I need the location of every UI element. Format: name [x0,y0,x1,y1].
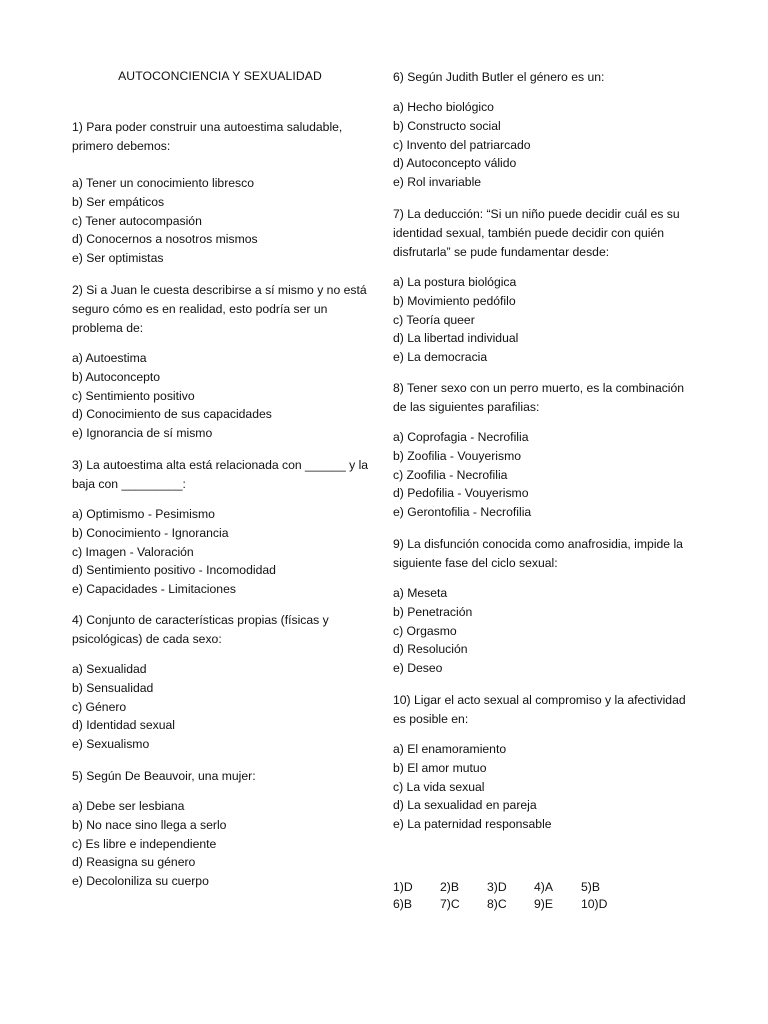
question-5 [72,767,372,891]
question-6 [393,68,693,192]
answer-key [393,879,653,913]
option-c: c) Tener autocompasión [72,213,202,228]
option-a: a) Meseta [393,586,448,600]
question-10 [393,691,693,834]
option-c: c) La vida sexual [393,779,485,794]
option-c: c) Invento del patriarcado [393,137,531,152]
answer-item: 10)D [581,897,608,911]
answer-item: 5)B [581,880,600,894]
question-8 [393,379,693,522]
option-c: c) Es libre e independiente [72,836,217,851]
question-text: 3) La autoestima alta está relacionada con ______ y la baja con _________: [72,458,369,491]
question-7 [393,205,693,367]
option-a: a) Sexualidad [72,662,147,676]
question-2 [72,281,372,443]
option-b: b) Ser empáticos [72,194,165,209]
answer-item: 8)C [487,897,507,911]
answer-item: 6)B [393,897,412,911]
option-e: e) Capacidades - Limitaciones [72,582,236,597]
question-text: 8) Tener sexo con un perro muerto, es la combinación de las siguientes parafilias: [393,381,685,414]
option-b: b) Constructo social [393,118,501,133]
option-a: a) El enamoramiento [393,742,507,756]
option-d: d) La libertad individual [393,331,519,346]
option-e: e) Deseo [393,661,443,676]
option-c: c) Orgasmo [393,623,457,638]
option-d: d) Pedofilia - Vouyerismo [393,486,529,501]
options-list [393,273,693,367]
answer-item: 7)C [440,897,460,911]
option-a: a) Hecho biológico [393,100,494,114]
option-d: d) Reasigna su género [72,855,196,870]
answer-item: 1)D [393,880,413,894]
options-list [72,505,372,599]
options-list [72,660,372,754]
options-list [72,174,372,268]
question-3 [72,456,372,599]
option-a: a) Debe ser lesbiana [72,799,185,813]
option-e: e) Decoloniliza su cuerpo [72,874,209,889]
question-text: 6) Según Judith Butler el género es un: [393,70,605,84]
question-text: 9) La disfunción conocida como anafrosidia, impide la siguiente fase del ciclo sexual: [393,537,683,570]
option-a: a) Coprofagia - Necrofilia [393,430,529,444]
answer-item: 2)B [440,880,459,894]
option-a: a) La postura biológica [393,275,517,289]
answer-item: 3)D [487,880,507,894]
question-text: 1) Para poder construir una autoestima saludable, primero debemos: [72,120,343,153]
option-c: c) Imagen - Valoración [72,544,194,559]
option-d: d) Sentimiento positivo - Incomodidad [72,563,276,578]
option-e: e) La paternidad responsable [393,817,552,832]
option-d: d) Conocernos a nosotros mismos [72,232,258,247]
option-d: d) Conocimiento de sus capacidades [72,407,272,422]
document-title: AUTOCONCIENCIA Y SEXUALIDAD [118,69,322,83]
option-e: e) Ignorancia de sí mismo [72,426,213,441]
option-c: c) Zoofilia - Necrofilia [393,467,508,482]
option-b: b) Zoofilia - Vouyerismo [393,448,522,463]
answer-item: 4)A [534,880,553,894]
option-a: a) Autoestima [72,351,147,365]
option-a: a) Optimismo - Pesimismo [72,507,215,521]
options-list [72,349,372,443]
option-b: b) Autoconcepto [72,369,161,384]
option-d: d) Autoconcepto válido [393,156,517,171]
options-list [393,98,693,192]
answer-row [393,896,653,913]
option-e: e) Gerontofilia - Necrofilia [393,505,532,520]
question-1 [72,118,372,268]
question-9 [393,535,693,678]
option-e: e) La democracia [393,350,488,365]
option-c: c) Género [72,699,127,714]
answer-item: 9)E [534,897,553,911]
options-list [393,428,693,522]
option-d: d) Identidad sexual [72,718,175,733]
option-e: e) Ser optimistas [72,251,164,266]
answer-row [393,879,653,896]
option-b: b) Sensualidad [72,680,154,695]
question-text: 2) Si a Juan le cuesta describirse a sí mismo y no está seguro cómo es en realidad, esto podría ser un problema de: [72,283,367,335]
option-d: d) La sexualidad en pareja [393,798,537,813]
option-b: b) Conocimiento - Ignorancia [72,525,229,540]
question-text: 7) La deducción: “Si un niño puede decidir cuál es su identidad sexual, también puede decidir con quién disfrutarla” se pude fundamentar desde: [393,207,680,259]
options-list [72,797,372,891]
option-d: d) Resolución [393,642,468,657]
options-list [393,740,693,834]
question-4 [72,611,372,754]
option-b: b) Penetración [393,604,473,619]
question-text: 5) Según De Beauvoir, una mujer: [72,769,256,783]
option-e: e) Sexualismo [72,737,150,752]
question-text: 4) Conjunto de características propias (físicas y psicológicas) de cada sexo: [72,613,329,646]
question-text: 10) Ligar el acto sexual al compromiso y la afectividad es posible en: [393,693,686,726]
option-c: c) Sentimiento positivo [72,388,195,403]
option-a: a) Tener un conocimiento libresco [72,176,255,190]
option-c: c) Teoría queer [393,312,475,327]
option-b: b) Movimiento pedófilo [393,293,516,308]
option-b: b) No nace sino llega a serlo [72,817,227,832]
option-b: b) El amor mutuo [393,760,487,775]
options-list [393,584,693,678]
option-e: e) Rol invariable [393,175,482,190]
